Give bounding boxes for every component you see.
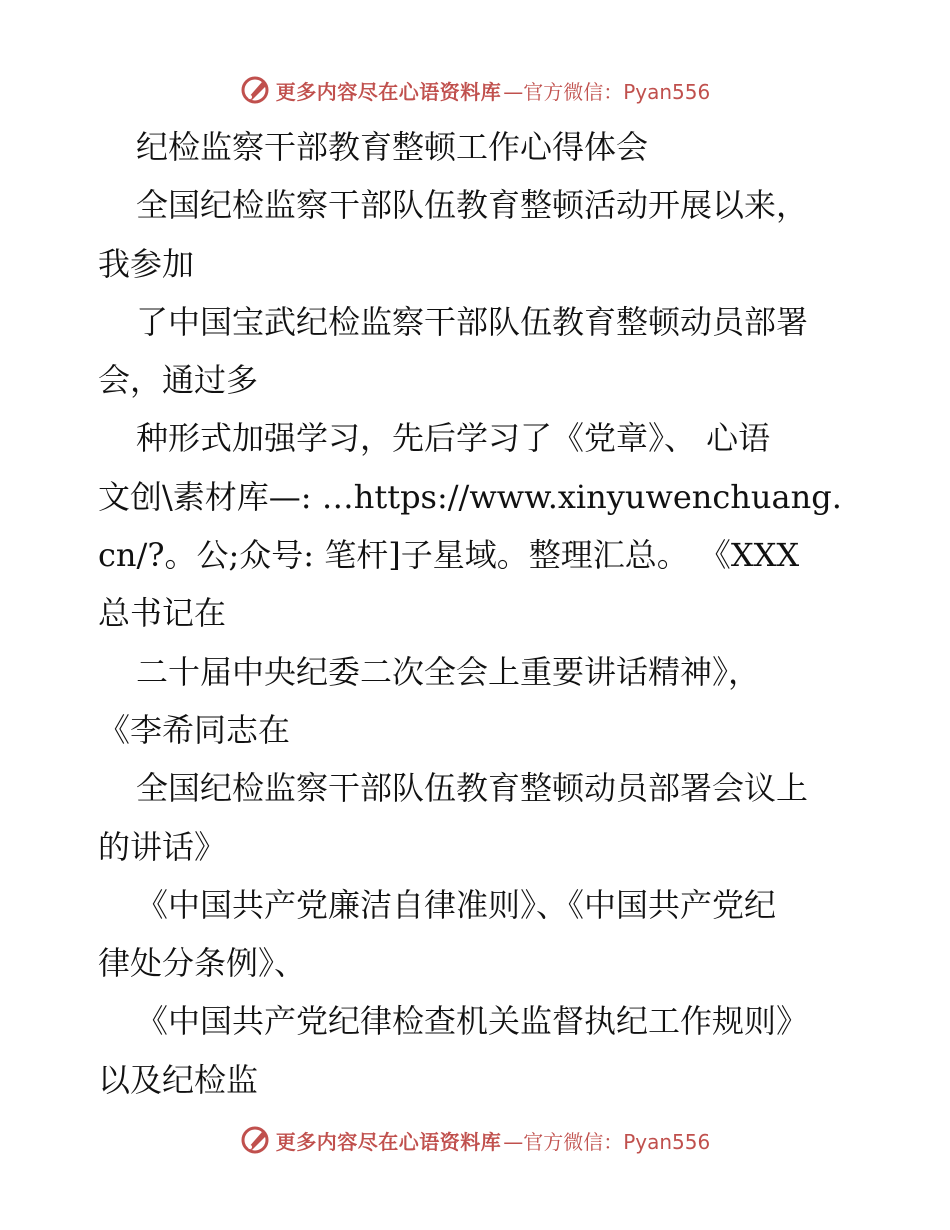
banner-wechat: —官方微信：Pyan556 <box>503 1129 711 1154</box>
banner-text: 更多内容尽在心语资料库 <box>275 1129 502 1154</box>
text-line: 二十届中央纪委二次全会上重要讲话精神》， <box>136 652 761 691</box>
text-line: 律处分条例》、 <box>98 944 307 983</box>
text-line: 的讲话》 <box>98 827 227 866</box>
text-line: 全国纪检监察干部队伍教育整顿活动开展以来， <box>136 186 809 225</box>
text-line: 文创\素材库—: …https://www.xinyuwenchuang. <box>98 477 842 516</box>
banner-text: 更多内容尽在心语资料库 <box>275 79 502 104</box>
text-line: 《中国共产党廉洁自律准则》、《中国共产党纪 <box>136 885 777 924</box>
footer-banner <box>0 1120 950 1160</box>
text-line: 总书记在 <box>98 594 227 633</box>
text-line: 全国纪检监察干部队伍教育整顿动员部署会议上 <box>136 769 809 808</box>
text-line: 《李希同志在 <box>98 710 291 749</box>
text-line: 会，通过多 <box>98 361 259 400</box>
text-line: 我参加 <box>98 244 195 283</box>
text-line: 《中国共产党纪律检查机关监督执纪工作规则》 <box>136 1002 809 1041</box>
header-banner <box>0 70 950 110</box>
document-title: 纪检监察干部教育整顿工作心得体会 <box>136 128 649 166</box>
text-line: 了中国宝武纪检监察干部队伍教育整顿动员部署 <box>136 302 809 341</box>
banner-wechat: —官方微信：Pyan556 <box>503 79 711 104</box>
text-line: 以及纪检监 <box>98 1060 259 1099</box>
ink-pen-logo-icon <box>240 74 272 106</box>
text-line: cn/?。公;众号: 笔杆]子星域。整理汇总。 《XXX <box>98 536 800 575</box>
text-line: 种形式加强学习，先后学习了《党章》、 心语 <box>136 419 771 458</box>
document-body <box>98 118 853 1109</box>
ink-pen-logo-icon <box>240 1124 272 1156</box>
